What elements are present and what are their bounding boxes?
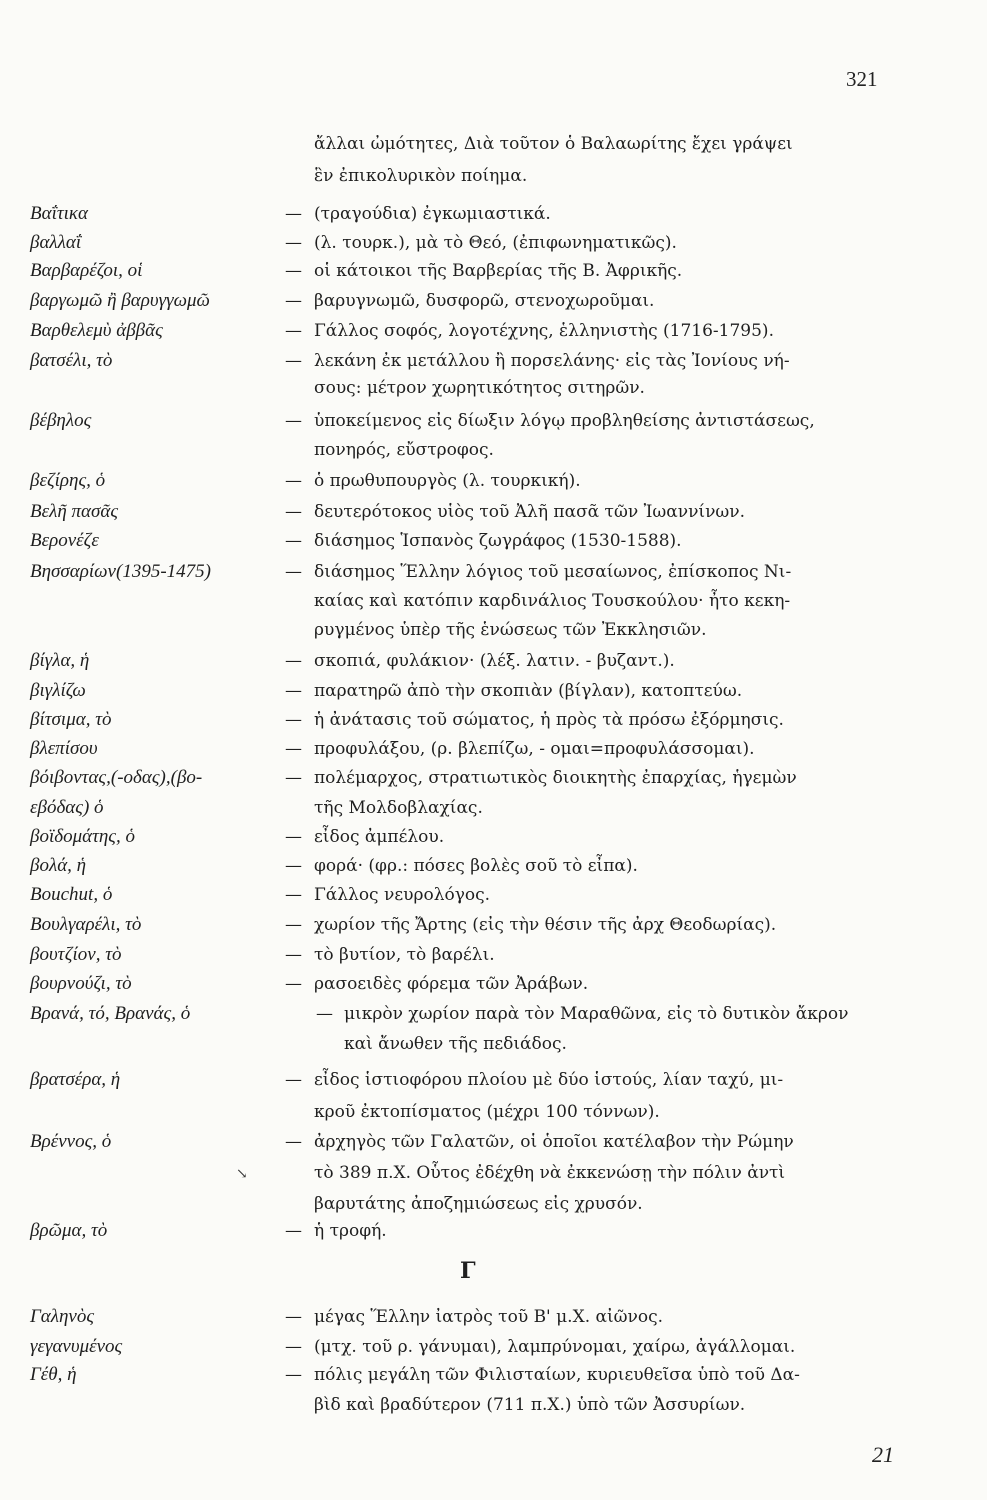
entry-term: Γαληνὸς: [30, 1306, 95, 1327]
entry-dash: —: [285, 351, 302, 371]
pen-mark: ↘: [236, 1166, 248, 1182]
entry-term: βίτσιμα, τὸ: [30, 709, 112, 730]
entry-term: βρατσέρα, ἡ: [30, 1069, 121, 1090]
entry-dash: —: [285, 471, 302, 491]
entry-term: βόιβοντας,(-οδας),(βο-: [30, 767, 203, 788]
entry-dash: —: [285, 1132, 302, 1152]
entry-dash: —: [285, 710, 302, 730]
entry-definition: οἱ κάτοικοι τῆς Βαρβερίας τῆς Β. Ἀφρικῆς.: [314, 261, 683, 281]
entry-definition: φορά· (φρ.: πόσες βολὲς σοῦ τὸ εἶπα).: [314, 856, 638, 876]
entry-definition: ἡ τροφή.: [314, 1221, 387, 1241]
entry-term: βλεπίσου: [30, 738, 98, 759]
entry-definition: εἶδος ἱστιοφόρου πλοίου μὲ δύο ἱστούς, λίαν ταχύ, μι-: [314, 1070, 784, 1090]
entry-definition: διάσημος Ἕλλην λόγιος τοῦ μεσαίωνος, ἐπίσκοπος Νι-: [314, 562, 792, 582]
entry-definition: ρασοειδὲς φόρεμα τῶν Ἀράβων.: [314, 974, 589, 994]
entry-definition: Γάλλος νευρολόγος.: [314, 885, 491, 905]
entry-definition: τὸ 389 π.Χ. Οὗτος ἐδέχθη νὰ ἐκκενώσῃ τὴν πόλιν ἀντὶ: [314, 1163, 786, 1183]
page-number: 321: [846, 67, 878, 91]
entry-term: Βρανά, τό, Βρανάς, ὁ: [30, 1003, 191, 1024]
entry-dash: —: [285, 562, 302, 582]
signature-mark: 21: [872, 1442, 894, 1467]
entry-definition: ὁ πρωθυπουργὸς (λ. τουρκική).: [314, 471, 581, 491]
entry-dash: —: [285, 974, 302, 994]
entry-term: βεζίρης, ὁ: [30, 470, 106, 491]
entry-definition: δευτερότοκος υἱὸς τοῦ Ἀλῆ πασᾶ τῶν Ἰωαννίνων.: [314, 502, 746, 522]
entry-term: βουρνούζι, τὸ: [30, 973, 132, 994]
entry-term: βαργωμῶ ἢ βαρυγγωμῶ: [30, 290, 210, 311]
entry-term: βαλλαΐ: [30, 232, 82, 253]
entry-dash: —: [285, 1221, 302, 1241]
entry-definition: σους: μέτρον χωρητικότητος σιτηρῶν.: [314, 378, 645, 398]
entry-dash: —: [285, 291, 302, 311]
entry-dash: —: [285, 739, 302, 759]
entry-definition: Γάλλος σοφός, λογοτέχνης, ἑλληνιστὴς (1716-1795).: [314, 321, 774, 341]
entry-definition: (μτχ. τοῦ ρ. γάνυμαι), λαμπρύνομαι, χαίρω, ἀγάλλομαι.: [314, 1337, 796, 1357]
entry-dash: —: [285, 321, 302, 341]
entry-term: Βαρβαρέζοι, οἱ: [30, 260, 143, 281]
entry-dash: —: [285, 233, 302, 253]
entry-definition: ρυγμένος ὑπὲρ τῆς ἑνώσεως τῶν Ἐκκλησιῶν.: [314, 620, 707, 640]
entry-definition: χωρίον τῆς Ἄρτης (εἰς τὴν θέσιν τῆς ἀρχ Θεοδωρίας).: [314, 915, 777, 935]
entry-definition: διάσημος Ἱσπανὸς ζωγράφος (1530-1588).: [314, 531, 682, 551]
section-letter: Γ: [460, 1258, 476, 1284]
entry-term: Γέθ, ἡ: [30, 1364, 77, 1385]
entry-dash: —: [285, 411, 302, 431]
entry-definition: λεκάνη ἐκ μετάλλου ἢ πορσελάνης· εἰς τὰς Ἰονίους νή-: [314, 351, 790, 371]
entry-definition: βαρυγνωμῶ, δυσφορῶ, στενοχωροῦμαι.: [314, 291, 655, 311]
entry-dash: —: [285, 1070, 302, 1090]
entry-term: βατσέλι, τὸ: [30, 350, 113, 371]
intro-line: ἄλλαι ὠμότητες, Διὰ τοῦτον ὁ Βαλαωρίτης ἔχει γράψει: [314, 134, 793, 154]
entry-definition: (λ. τουρκ.), μὰ τὸ Θεό, (ἐπιφωνηματικῶς).: [314, 233, 677, 253]
entry-term: Βαΐτικα: [30, 203, 89, 224]
entry-dash: —: [285, 261, 302, 281]
entry-dash: —: [285, 502, 302, 522]
entry-dash: —: [285, 531, 302, 551]
entry-dash: —: [285, 651, 302, 671]
entry-dash: —: [285, 885, 302, 905]
entry-term: βολά, ἡ: [30, 855, 87, 876]
entry-definition: καίας καὶ κατόπιν καρδινάλιος Τουσκούλου· ἦτο κεκη-: [314, 591, 791, 611]
entry-definition: ἀρχηγὸς τῶν Γαλατῶν, οἱ ὁποῖοι κατέλαβον τὴν Ρώμην: [314, 1132, 794, 1152]
entry-definition: καὶ ἄνωθεν τῆς πεδιάδος.: [344, 1034, 567, 1054]
entry-term: βίγλα, ἡ: [30, 650, 90, 671]
entry-definition: (τραγούδια) ἐγκωμιαστικά.: [314, 204, 551, 224]
intro-line: ἓν ἐπικολυρικὸν ποίημα.: [314, 166, 528, 186]
entry-term: βέβηλος: [30, 410, 92, 431]
entry-dash: —: [316, 1004, 333, 1024]
entry-term: Βρέννος, ὁ: [30, 1131, 112, 1152]
entry-definition: μικρὸν χωρίον παρὰ τὸν Μαραθῶνα, εἰς τὸ δυτικὸν ἄκρον: [344, 1004, 849, 1024]
entry-term: εβόδας) ὁ: [30, 797, 104, 818]
entry-definition: βὶδ καὶ βραδύτερον (711 π.Χ.) ὑπὸ τῶν Ἀσσυρίων.: [314, 1395, 746, 1415]
entry-dash: —: [285, 945, 302, 965]
entry-term: Βελῆ πασᾶς: [30, 501, 119, 522]
entry-term: Βαρθελεμὺ ἀββᾶς: [30, 320, 163, 341]
entry-dash: —: [285, 1307, 302, 1327]
entry-term: Βερονέζε: [30, 530, 99, 551]
entry-definition: πόλις μεγάλη τῶν Φιλισταίων, κυριευθεῖσα ὑπὸ τοῦ Δα-: [314, 1365, 800, 1385]
entry-dash: —: [285, 1337, 302, 1357]
entry-definition: προφυλάξου, (ρ. βλεπίζω, - ομαι=προφυλάσσομαι).: [314, 739, 755, 759]
entry-dash: —: [285, 856, 302, 876]
entry-definition: τὸ βυτίον, τὸ βαρέλι.: [314, 945, 495, 965]
entry-term: βιγλίζω: [30, 680, 86, 701]
entry-term: βοϊδομάτης, ὁ: [30, 826, 136, 847]
entry-definition: εἶδος ἀμπέλου.: [314, 827, 445, 847]
entry-term: βουτζίον, τὸ: [30, 944, 122, 965]
entry-dash: —: [285, 1365, 302, 1385]
entry-term: Bouchut, ὁ: [30, 884, 113, 905]
entry-term: Βησσαρίων(1395-1475): [30, 561, 211, 582]
entry-dash: —: [285, 681, 302, 701]
entry-definition: παρατηρῶ ἀπὸ τὴν σκοπιὰν (βίγλαν), κατοπτεύω.: [314, 681, 743, 701]
entry-dash: —: [285, 915, 302, 935]
entry-dash: —: [285, 204, 302, 224]
entry-definition: κροῦ ἐκτοπίσματος (μέχρι 100 τόννων).: [314, 1102, 660, 1122]
entry-dash: —: [285, 827, 302, 847]
entry-definition: βαρυτάτης ἀποζημιώσεως εἰς χρυσόν.: [314, 1194, 643, 1214]
entry-definition: σκοπιά, φυλάκιον· (λέξ. λατιν. - βυζαντ.).: [314, 651, 675, 671]
entry-term: βρῶμα, τὸ: [30, 1220, 108, 1241]
entry-definition: πολέμαρχος, στρατιωτικὸς διοικητὴς ἐπαρχίας, ἡγεμὼν: [314, 768, 797, 788]
entry-term: γεγανυμένος: [30, 1336, 123, 1357]
entry-definition: ὑποκείμενος εἰς δίωξιν λόγῳ προβληθείσης ἀντιστάσεως,: [314, 411, 815, 431]
entry-definition: μέγας Ἕλλην ἰατρὸς τοῦ Β' μ.Χ. αἰῶνος.: [314, 1307, 663, 1327]
entry-definition: ἡ ἀνάτασις τοῦ σώματος, ἡ πρὸς τὰ πρόσω ἐξόρμησις.: [314, 710, 784, 730]
entry-dash: —: [285, 768, 302, 788]
entry-definition: πονηρός, εὔστροφος.: [314, 440, 494, 460]
entry-definition: τῆς Μολδοβλαχίας.: [314, 798, 483, 818]
entry-term: Βουλγαρέλι, τὸ: [30, 914, 142, 935]
